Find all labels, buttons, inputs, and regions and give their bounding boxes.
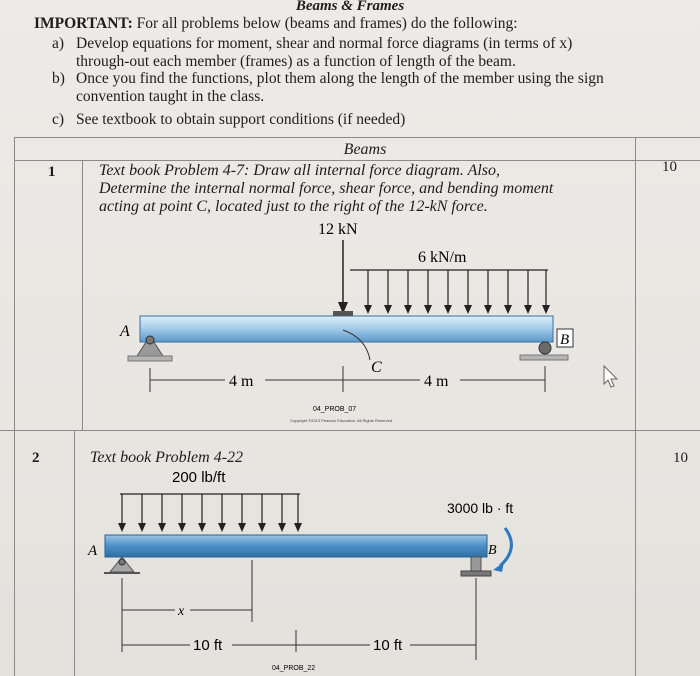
support-b-label: B xyxy=(560,332,570,348)
instruction-label: c) xyxy=(52,111,65,128)
support-b-label: B xyxy=(488,543,497,558)
beam-2 xyxy=(105,535,487,557)
point-load-label: 12 kN xyxy=(318,221,358,238)
support-a-label: A xyxy=(88,543,98,559)
instruction-label: a) xyxy=(52,35,65,52)
moment-arrowhead xyxy=(493,562,504,572)
distributed-load-label: 200 lb/ft xyxy=(172,469,226,486)
figure-id: 04_PROB_22 xyxy=(272,665,316,672)
problem-line: Determine the internal normal force, shear force, and bending moment xyxy=(99,180,554,197)
instruction-text: Once you find the functions, plot them along the length of the member using the sign xyxy=(76,70,604,87)
instruction-text-cont: through-out each member (frames) as a function of length of the beam. xyxy=(76,53,516,70)
dim-right-label: 4 m xyxy=(424,373,449,390)
problem-statement: Text book Problem 4-22 xyxy=(90,449,244,466)
important-text: For all problems below (beams and frames) do the following: xyxy=(136,15,518,32)
distributed-load-arrows xyxy=(118,494,302,532)
distributed-load-label: 6 kN/m xyxy=(418,249,467,266)
x-label: x xyxy=(178,604,185,619)
instruction-text: See textbook to obtain support conditions (if needed) xyxy=(76,111,406,128)
problem-number: 1 xyxy=(48,164,56,180)
dim-right-label: 10 ft xyxy=(373,637,403,654)
instruction-text-cont: convention taught in the class. xyxy=(76,88,265,105)
problem-number: 2 xyxy=(32,450,40,466)
problem-points: 10 xyxy=(673,450,688,466)
instruction-label: b) xyxy=(52,70,65,87)
problem-line: acting at point C, located just to the right of the 12-kN force. xyxy=(99,198,488,215)
support-b xyxy=(461,557,491,576)
support-a-label: A xyxy=(120,323,130,340)
problem-points: 10 xyxy=(662,159,677,175)
section-heading: Beams xyxy=(343,141,387,158)
dim-left-label: 10 ft xyxy=(193,637,223,654)
important-label: IMPORTANT: xyxy=(34,15,133,32)
dim-left-label: 4 m xyxy=(229,373,254,390)
pin-support-a xyxy=(104,557,140,573)
figure-copyright: Copyright ©2013 Pearson Education, All Rights Reserved xyxy=(290,418,393,423)
instruction-text: Develop equations for moment, shear and normal force diagrams (in terms of x) xyxy=(76,35,573,52)
problem-line: Text book Problem 4-7: Draw all internal force diagram. Also, xyxy=(99,162,501,179)
page-title: Beams & Frames xyxy=(295,0,405,14)
moment-label: 3000 lb · ft xyxy=(447,500,514,516)
figure-id: 04_PROB_07 xyxy=(313,406,357,413)
point-c-label: C xyxy=(371,359,382,376)
moment-arrow xyxy=(500,528,511,566)
